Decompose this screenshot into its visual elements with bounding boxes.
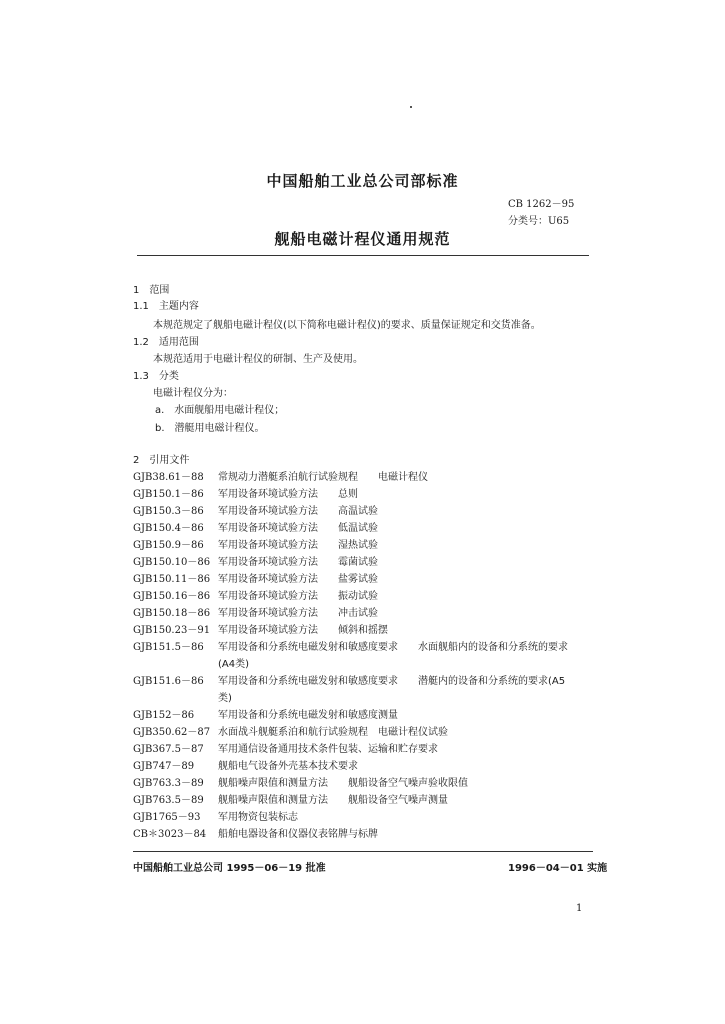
section-1-3-intro: 电磁计程仪分为：	[153, 388, 233, 399]
ref-code: GJB1765－93	[133, 812, 201, 823]
ref-code: GJB150.11－86	[133, 574, 211, 585]
ref-desc: 军用设备环境试验方法 高温试验	[218, 506, 378, 517]
ref-code: GJB38.61－88	[133, 472, 204, 483]
ref-desc: 常规动力潜艇系泊航行试验规程 电磁计程仪	[218, 472, 428, 483]
page-number: 1	[576, 903, 583, 914]
ref-desc: 船舶电器设备和仪器仪表铭牌与标牌	[218, 829, 378, 840]
ref-code: GJB747－89	[133, 761, 195, 772]
section-2-title: 2 引用文件	[133, 455, 190, 466]
ref-desc: 军用设备环境试验方法 湿热试验	[218, 540, 378, 551]
ref-code: GJB150.18－86	[133, 608, 211, 619]
org-title: 中国船舶工业总公司部标准	[266, 172, 459, 190]
ref-desc: 军用设备环境试验方法 倾斜和摇摆	[218, 625, 388, 636]
ref-desc: 军用物资包装标志	[218, 812, 298, 823]
section-1-3-item-b: b. 潜艇用电磁计程仪。	[155, 423, 265, 434]
ref-code: GJB150.3－86	[133, 506, 204, 517]
document-title: 舰船电磁计程仪通用规范	[274, 230, 451, 248]
ref-code: CB＊3023－84	[133, 829, 207, 840]
section-1-2-body: 本规范适用于电磁计程仪的研制、生产及使用。	[153, 354, 363, 365]
ref-desc: 军用设备和分系统电磁发射和敏感度测量	[218, 710, 398, 721]
section-1-3-item-a: a. 水面舰船用电磁计程仪；	[155, 405, 285, 416]
header-divider	[137, 255, 589, 256]
ref-code: GJB151.6－86	[133, 676, 204, 687]
ref-desc: 军用设备和分系统电磁发射和敏感度要求 潜艇内的设备和分系统的要求(A5	[218, 676, 566, 687]
ref-desc: 军用设备环境试验方法 冲击试验	[218, 608, 378, 619]
ref-code: GJB367.5－87	[133, 744, 204, 755]
ref-desc: 舰船噪声限值和测量方法 舰船设备空气噪声测量	[218, 795, 448, 806]
ref-desc: 军用设备环境试验方法 盐雾试验	[218, 574, 378, 585]
ref-code: GJB150.9－86	[133, 540, 204, 551]
ref-desc: 舰船噪声限值和测量方法 舰船设备空气噪声验收限值	[218, 778, 468, 789]
ref-desc: 军用设备环境试验方法 总则	[218, 489, 358, 500]
ref-code: GJB150.23－91	[133, 625, 211, 636]
ref-desc: 军用设备环境试验方法 霉菌试验	[218, 557, 378, 568]
standard-number: CB 1262－95	[508, 199, 575, 210]
ref-desc: 舰船电气设备外壳基本技术要求	[218, 761, 358, 772]
approval-line: 中国船舶工业总公司 1995－06－19 批准	[133, 863, 326, 874]
section-1-title: 1 范围	[133, 285, 170, 296]
section-1-2-title: 1.2 适用范围	[133, 337, 199, 348]
section-1-1-title: 1.1 主题内容	[133, 301, 199, 312]
ref-desc: 军用设备环境试验方法 振动试验	[218, 591, 378, 602]
footer-divider	[133, 851, 593, 852]
ref-desc-continuation: 类)	[218, 693, 232, 704]
ref-desc: 水面战斗舰艇系泊和航行试验规程 电磁计程仪试验	[218, 727, 448, 738]
ref-code: GJB150.4－86	[133, 523, 204, 534]
classification-number: 分类号：U65	[508, 216, 570, 227]
section-1-1-body: 本规范规定了舰船电磁计程仪(以下简称电磁计程仪)的要求、质量保证规定和交货准备。	[153, 320, 541, 331]
ref-code: GJB150.1－86	[133, 489, 204, 500]
ref-code: GJB350.62－87	[133, 727, 211, 738]
ref-code: GJB151.5－86	[133, 642, 204, 653]
ref-desc: 军用设备环境试验方法 低温试验	[218, 523, 378, 534]
ref-code: GJB763.3－89	[133, 778, 204, 789]
ref-desc: 军用设备和分系统电磁发射和敏感度要求 水面舰船内的设备和分系统的要求	[218, 642, 568, 653]
ref-code: GJB150.16－86	[133, 591, 211, 602]
scan-speck	[410, 106, 412, 108]
ref-code: GJB150.10－86	[133, 557, 211, 568]
ref-code: GJB152－86	[133, 710, 195, 721]
ref-desc-continuation: (A4类)	[218, 659, 250, 670]
implementation-date: 1996－04－01 实施	[508, 863, 608, 874]
ref-code: GJB763.5－89	[133, 795, 204, 806]
section-1-3-title: 1.3 分类	[133, 371, 179, 382]
ref-desc: 军用通信设备通用技术条件包装、运输和贮存要求	[218, 744, 438, 755]
